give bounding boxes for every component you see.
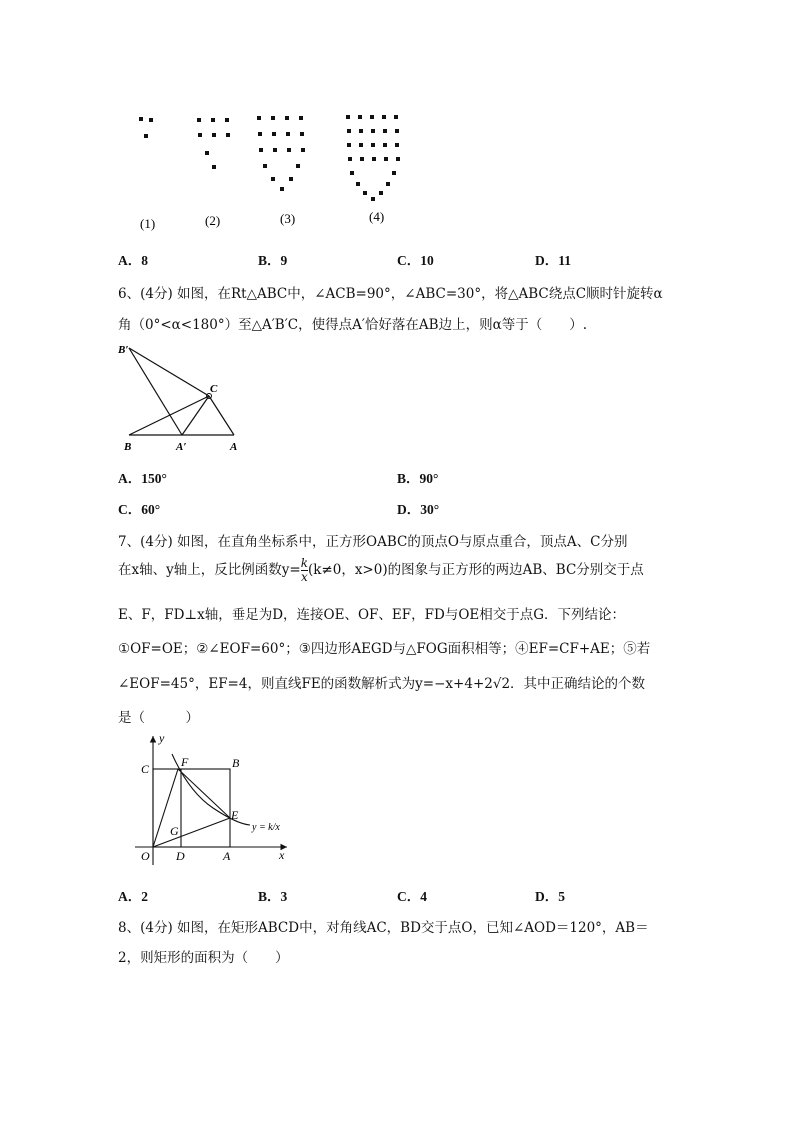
pattern-3	[257, 116, 305, 191]
label-a: A	[230, 441, 238, 453]
label-b: B	[124, 441, 132, 453]
q6-text-line-2: 角（0°<α<180°）至△A′B′C，使得点A′恰好落在AB边上，则α等于（ ）.	[118, 317, 587, 333]
label-b-prime: B′	[118, 344, 129, 356]
q7-text-line-5: ∠EOF=45°，EF=4，则直线FE的函数解析式为y=−x+4+2√2．其中正确结论的个数	[118, 676, 646, 692]
q6-option-b: B．90°	[397, 471, 439, 486]
curve-label: y = k/x	[252, 822, 280, 833]
q5-dot-pattern-figure	[120, 105, 440, 235]
k-over-x-fraction	[301, 557, 308, 584]
label-o: O	[141, 849, 150, 863]
q6-text-line-1: 6、(4分) 如图，在Rt△ABC中，∠ACB=90°，∠ABC=30°，将△ABC绕点C顺时针旋转α	[118, 286, 663, 302]
q6-option-d: D．30°	[397, 502, 440, 517]
q7-text-line-2	[118, 557, 644, 584]
q7-text-line-3: E、F，FD⊥x轴，垂足为D，连接OE、OF、EF，FD与OE相交于点G．下列结论：	[118, 607, 626, 623]
q7-option-a: A．2	[118, 889, 148, 904]
q7-line-2-prefix: 在x轴、y轴上，反比例函数y=	[118, 562, 301, 578]
axis-x-label: x	[279, 848, 285, 862]
q6-triangle-figure	[112, 340, 252, 455]
q6-option-c: C．60°	[118, 502, 161, 517]
q8-text-line-2: 2，则矩形的面积为（ ）	[118, 950, 289, 966]
label-b: B	[232, 756, 240, 770]
pattern-2-label: (2)	[205, 213, 221, 228]
q6-option-a: A．150°	[118, 471, 167, 486]
label-c: C	[141, 762, 150, 776]
axis-y-label: y	[159, 731, 165, 745]
label-e: E	[231, 808, 239, 822]
pattern-1-label: (1)	[140, 216, 156, 231]
label-g: G	[170, 824, 179, 838]
pattern-2	[197, 118, 230, 169]
pattern-4-label: (4)	[369, 209, 385, 224]
label-d: D	[176, 849, 185, 863]
fraction-denominator: x	[300, 570, 308, 584]
label-c: C	[210, 383, 218, 395]
q5-option-d: D．11	[535, 253, 572, 268]
label-a-prime: A′	[176, 441, 187, 453]
q7-text-line-6: 是（ ）	[118, 710, 199, 726]
pattern-4	[346, 115, 400, 201]
q7-line-2-suffix: (k≠0，x>0)的图象与正方形的两边AB、BC分别交于点	[307, 562, 644, 578]
q7-option-c: C．4	[397, 889, 427, 904]
q5-option-a: A．8	[118, 253, 148, 268]
q8-text-line-1: 8、(4分) 如图，在矩形ABCD中，对角线AC，BD交于点O，已知∠AOD＝120°，AB＝	[118, 920, 649, 936]
q7-text-line-1: 7、(4分) 如图，在直角坐标系中，正方形OABC的顶点O与原点重合，顶点A、C分别	[118, 534, 628, 550]
pattern-1	[139, 117, 153, 138]
q5-option-b: B．9	[258, 253, 288, 268]
q7-option-b: B．3	[258, 889, 288, 904]
label-a: A	[223, 849, 231, 863]
label-f: F	[181, 755, 189, 769]
q7-text-line-4: ①OF=OE；②∠EOF=60°；③四边形AEGD与△FOG面积相等；④EF=CF+AE；⑤若	[118, 641, 651, 657]
q5-option-c: C．10	[397, 253, 434, 268]
fraction-numerator: k	[300, 556, 308, 570]
pattern-3-label: (3)	[280, 211, 296, 226]
q7-option-d: D．5	[535, 889, 565, 904]
q7-coordinate-figure	[125, 730, 300, 870]
